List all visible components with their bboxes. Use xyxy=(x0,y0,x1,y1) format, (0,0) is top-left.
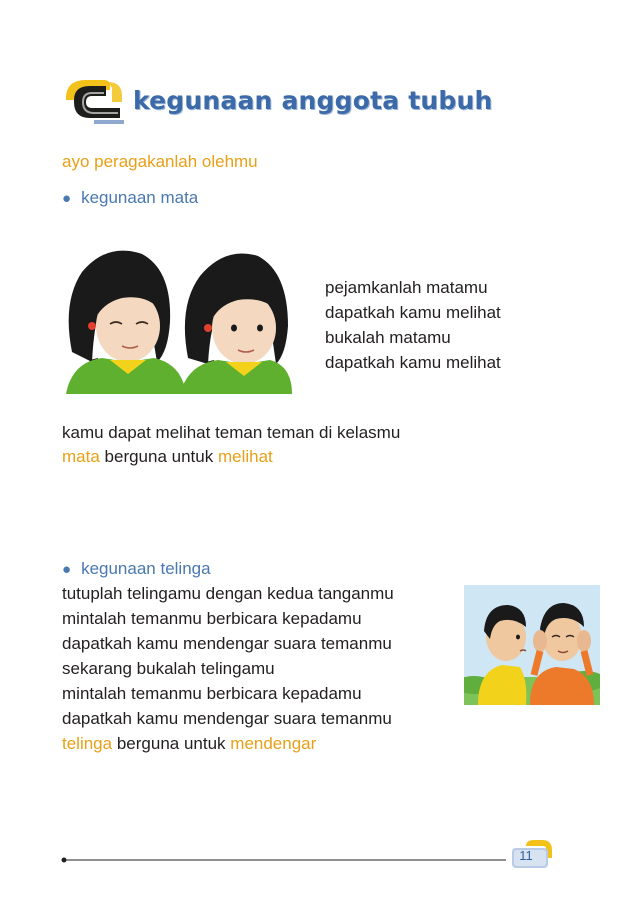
instruction-line: mintalah temanmu berbicara kepadamu xyxy=(62,609,362,628)
ears-heading-label: kegunaan telinga xyxy=(81,559,211,578)
instruction-line: sekarang bukalah telingamu xyxy=(62,659,275,678)
page-title: kegunaan anggota tubuh xyxy=(133,86,493,115)
footer-rule xyxy=(60,856,510,864)
eyes-instructions xyxy=(325,275,501,375)
bullet-icon: ● xyxy=(62,190,72,207)
eyes-conclusion xyxy=(62,444,273,469)
instruction-line: dapatkah kamu melihat xyxy=(325,303,501,322)
eyes-heading xyxy=(62,185,198,211)
instruction-line: dapatkah kamu melihat xyxy=(325,353,501,372)
bullet-icon: ● xyxy=(62,561,72,578)
instruction-line: mintalah temanmu berbicara kepadamu xyxy=(62,684,362,703)
conclusion-middle: berguna untuk xyxy=(104,447,214,466)
girls-eyes-illustration xyxy=(62,242,292,394)
instruction-line: bukalah matamu xyxy=(325,328,451,347)
eyes-heading-label: kegunaan mata xyxy=(81,188,199,207)
ears-conclusion xyxy=(62,731,394,756)
highlight-word: melihat xyxy=(217,447,273,466)
highlight-word: telinga xyxy=(62,734,113,753)
chapter-logo-icon xyxy=(60,76,126,126)
instruction-line: dapatkah kamu mendengar suara temanmu xyxy=(62,709,392,728)
conclusion-middle: berguna untuk xyxy=(116,734,226,753)
instruction-line: pejamkanlah matamu xyxy=(325,278,488,297)
eyes-statement: kamu dapat melihat teman teman di kelasmu xyxy=(62,423,401,442)
page-number: 11 xyxy=(519,848,533,863)
girl-eyes-open-icon xyxy=(180,254,292,395)
ears-instructions xyxy=(62,581,394,756)
intro-text: ayo peragakanlah olehmu xyxy=(62,152,258,171)
instruction-line: dapatkah kamu mendengar suara temanmu xyxy=(62,634,392,653)
instruction-line: tutuplah telingamu dengan kedua tanganmu xyxy=(62,584,394,603)
boys-ears-illustration xyxy=(464,585,600,705)
highlight-word: mata xyxy=(62,447,100,466)
ears-heading xyxy=(62,556,211,582)
highlight-word: mendengar xyxy=(230,734,317,753)
girl-eyes-closed-icon xyxy=(66,251,186,394)
